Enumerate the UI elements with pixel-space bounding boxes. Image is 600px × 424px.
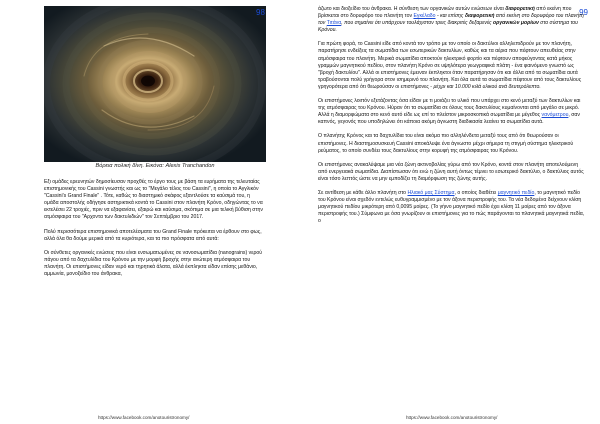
left-body — [44, 179, 266, 278]
image-caption: Βόρεια πολική δίνη. Εικόνα: Alexis Tranchandon — [95, 163, 215, 169]
text-run: - και επίσης — [435, 13, 465, 20]
link-nanometer[interactable]: νανόμετρου — [541, 112, 569, 119]
page-footer-url[interactable]: https://www.facebook.com/anotouristronomy/ — [98, 415, 190, 420]
link-enceladus[interactable]: Εγκέλαδο — [413, 13, 436, 20]
text-run: από εκείνη που βρίσκεται στο δορυφόρο του πλανήτη τον — [318, 6, 572, 20]
text-run: , ο οποίος διαθέτει — [454, 189, 498, 196]
right-page — [300, 0, 600, 424]
emphasis: οργανικών μορίων — [493, 20, 539, 27]
text-run: Σε αντίθεση με κάθε άλλο πλανήτη στο — [318, 189, 408, 196]
paragraph: Οι σύνθετες οργανικές ενώσεις που είναι ενσωματωμένες σε νανοσωματίδια (nanograins) νερού πάγου από τα δαχτυλίδια του Κρόνου με την μορφή βροχής στην ανώτερη ατμόσφαιρα του πλανήτη. Οι επιστήμονες είδαν νερό και τηρητικά άλατα, αλλά έκπληκτα είδαν επίσης μεθάνιο, αμμωνία, μονοξείδιο του άνθρακα, — [44, 249, 263, 278]
paragraph: Πολύ περισσότερα επιστημονικά αποτελέσματα του Grand Finale πρόκειται να έρθουν στο φως, αλλά όλα θα δούμε μερικά από τα κυριότερα, και τα πιο πρόσφατα από αυτά: — [44, 228, 262, 242]
text-run: στο σύστημα του Κρόνου. — [318, 20, 578, 34]
text-run: Για πρώτη φορά, το Cassini είδε από κοντά τον τρόπο με τον οποίο οι δακτύλιοι αλληλεπιδρούν με τον πλανήτη, παρατήρησε ενδείξεις τα σωματίδια των εσωτερικών δακτυλίων, καθώς και τα αέρια που πέφτουν απευθείας στην ατμόσφαιρα του πλανήτη. Μερικά σωματίδια αποκτούν ηλεκτρικό φορτίο και πέφτουν αποφεύγοντας κατά μήκος γραμμών μαγνητικού πεδίου, στον πλανήτη Κρόνο σε υψηλότερα γεωγραφικά πλάτη - ένα φαινόμενο γνωστό ως "βροχή δακτυλίου". Αλλά οι επιστήμονες έμειναν έκπληκτοι όταν παρατήρησαν ότι και άλλα από τα σωματίδια αυτά τραβούσονται πολύ γρήγορα στον ισημερινό του πλανήτη. Και όλα αυτά τα σωματίδια πέφτουν από τους δακτυλίους γρηγορότερα από ότι θεωρούσαν οι επιστήμονες - — [318, 41, 582, 90]
paragraph — [318, 98, 586, 126]
paragraph — [318, 190, 586, 225]
paragraph: Εξι ομάδες ερευνητών δημοσίευσαν προχθές το έργο τους με βάση τα ευρήματα της τελευταίας επιστημονικής του Cassini γνωστής και ως το "Μεγάλο τέλος του Cassini", η οποία το Αγγλικόν "Cassini's Grand Finale" . Τότε, καθώς το διαστημικό σκάφος εξαντλούσε τα καύσιμά του, η ομάδα αποστολής οδήγησε αστηρικτικά κοντά το Cassini στον πλανήτη Κρόνο, οδηγώντας το να εκτελέσει 22 τροχιές, πριν να εξαφανίσει, εξαιρώ και καύσιμα, σκόπιμα σε μια τελική βύθιση στην ατμόσφαιρα του "Αρχοντα των δακτυλιδιών" τον Σεπτέμβριο του 2017. — [44, 179, 263, 221]
text-run: άζωτο και διοξείδιο του άνθρακα. Η σύνθεση των οργανικών αυτών ενώσεων είναι — [318, 6, 506, 12]
paragraph: Οι επιστήμονες ανακαλύψαμε μια νέα ζώνη ακτινοβολίας γύρω από τον Κρόνο, κοντά στον πλανήτη αποτελούμενη από ενεργειακά σωματίδια. Διαπίστωσαν ότι ενώ η ζώνη αυτή όντως τέμνει το εσωτερικό δακτύλιο, ο δακτύλιος αυτός είναι τόσο λεπτός ώστε να μην εμποδίζει τη διαμόρφωση της ζώνης αυτής. — [318, 161, 584, 182]
page-footer-url[interactable]: https://www.facebook.com/anotouristronomy/ — [406, 415, 498, 420]
text-run: Οι επιστήμονες λοιπόν εξετάζοντας όσα είδαν με τι μοιάζει το υλικό που υπάρχει στο κενό μεταξύ των δακτυλίων και της ατμόσφαιρας του Κρόνου. Ηύραν ότι τα σωματίδια σε όλους τους δακτυλίους κυμαίνονται από μεγάλο σε μικρό. Αλλά η διαμορφώματα στο κενό αυτό είδε ως επί το πλείστον μικροσκοπικά σωματίδια με μέγεθος — [318, 98, 581, 119]
paragraph — [318, 6, 586, 34]
text-run: , σαν καπνός, γεγονός που υποδηλώνει ότι κάποια ακόμη άγνωστη διαδικασία λεαίνει τα σωματίδια αυτά. — [318, 112, 580, 126]
emphasis: διαφορετική — [505, 6, 535, 12]
link-titan[interactable]: Τιτάνα — [326, 20, 342, 27]
link-solar-system[interactable]: Ηλιακό μας Σύστημα — [407, 189, 455, 196]
text-run: , το μαγνητικό πεδίο του Κρόνου είναι σχεδόν εντελώς ευθυγραμμισμένο με τον άξονα περιστροφής του. Τα νέα δεδομένα δείχνουν κλίση μαγνητικού πεδίου μικρότερη από 0,0095 μοίρες. (Το γήινο μαγνητικό πεδίο έχει κλίση 11 μοίρες από τον άξονα περιστροφής του.) Σύμφωνα με όσα γνωρίζουν οι επιστήμονες για το πώς παράγονται τα πλανητικά μαγνητικά πεδία, ο — [318, 189, 585, 225]
saturn-vortex-image — [44, 6, 266, 162]
page-number: 98 — [256, 8, 265, 17]
link-magnetic-field[interactable]: μαγνητικό πεδίο — [497, 189, 535, 196]
emphasis: διαφορετική — [464, 13, 495, 20]
page-number: 99 — [579, 8, 588, 17]
text-run: , που σημαίνει ότι υπάρχουν τουλάχιστον τρεις διακριτές δεξαμενές — [341, 20, 493, 27]
text-run: από εκείνη στο δορυφόρο του πλανήτη τον — [318, 13, 584, 27]
right-body — [318, 6, 586, 225]
text-run: μέχρι και 10.000 κιλά υλικού ανά δευτερόλεπτο. — [432, 83, 541, 90]
paragraph — [318, 41, 586, 91]
paragraph: Ο πλανήτης Κρόνος και τα δαχτυλίδια του είναι ακόμα πιο αλληλένδετα μεταξύ τους από ότι θεωρούσαν οι επιστήμονες. Η διαστημοσυσκευή Cassini αποκάλυψε ένα άγνωστο μέχρι σήμερα τη στιγμή σύστημα ηλεκτρικού ρεύματος, το οποίο συνδέει τους δακτυλίους στην κορυφή της ατμόσφαιρας του Κρόνου. — [318, 133, 574, 154]
